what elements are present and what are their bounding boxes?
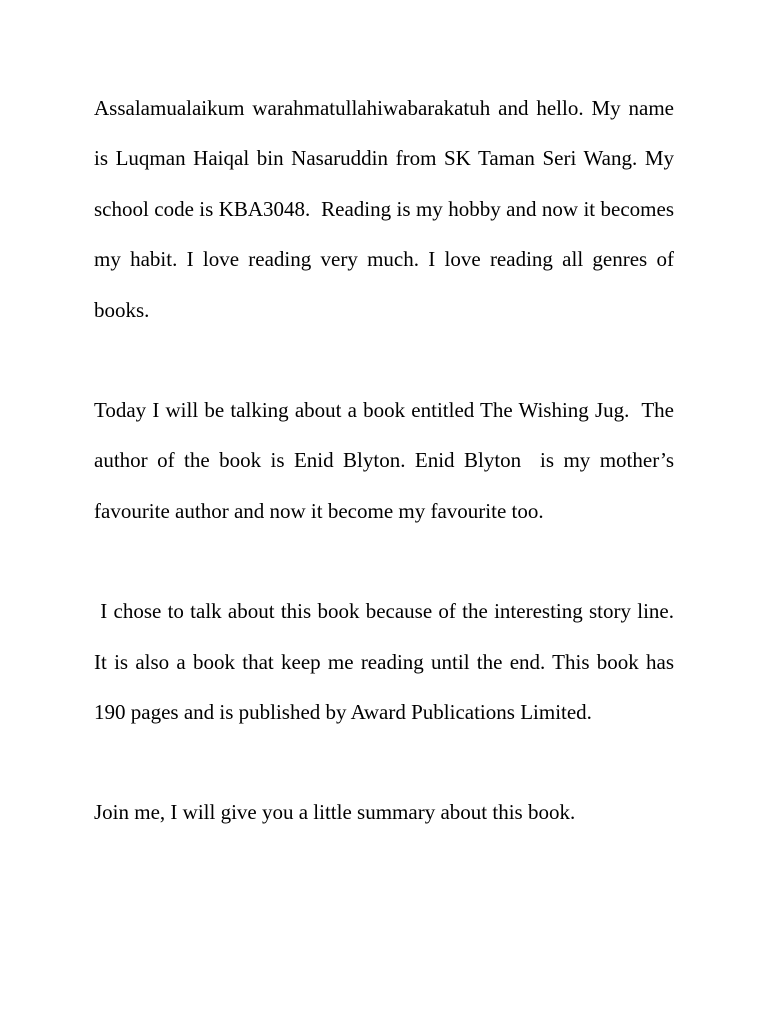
paragraph-introduction: Assalamualaikum warahmatullahiwabarakatuh and hello. My name is Luqman Haiqal bin Nasaruddin from SK Taman Seri Wang. My school code is KBA3048. Reading is my hobby and now it becomes my habit. I love reading very much. I love reading all genres of books.: [94, 96, 680, 322]
paragraph-closing: Join me, I will give you a little summary about this book.: [94, 800, 576, 825]
paragraph-reason: I chose to talk about this book because of the interesting story line. It is also a book that keep me reading until the end. This book has 190 pages and is published by Award Publications Limited.: [94, 599, 680, 725]
paragraph-book-title-author: Today I will be talking about a book entitled The Wishing Jug. The author of the book is Enid Blyton. Enid Blyton is my mother’s favourite author and now it become my favourite too.: [94, 398, 680, 523]
document-body: [94, 83, 680, 838]
